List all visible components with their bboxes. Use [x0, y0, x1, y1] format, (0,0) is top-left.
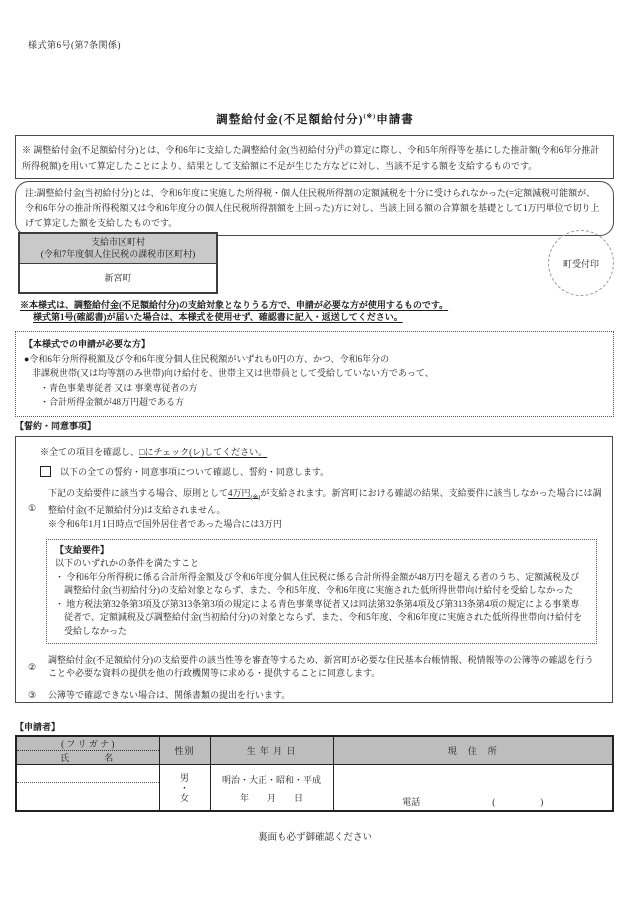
birthdate-header: 生 年 月 日: [210, 736, 333, 765]
requirements-bullet-1: ・ 令和6年分所得税に係る合計所得金額及び令和6年度分個人住民税に係る合計所得金額が48万円を超える者のうち、定額減税及び調整給付金(当初給付分)の支給対象とならず、また、令和5年度、令和6年度に実施された低所得世帯向け給付を受給しなかった: [55, 571, 580, 596]
municipality-header-line1: 支給市区町村: [90, 237, 145, 247]
applicant-section-label: 【申請者】: [15, 722, 61, 732]
page-title: [0, 111, 630, 127]
pledge-item-1-body: [48, 487, 602, 531]
gender-option-male[interactable]: 男: [179, 773, 189, 784]
pledge-item-2: [26, 654, 602, 680]
town-reception-stamp-circle: [548, 230, 614, 296]
stamp-label: 町受付印: [562, 258, 599, 269]
requirements-intro: 以下のいずれかの条件を満たすこと: [55, 558, 200, 569]
usage-note: [20, 300, 448, 323]
pledge-item-3: [26, 689, 602, 702]
pledge-item-2-number: ②: [28, 661, 37, 672]
name-header: 氏 名: [60, 753, 116, 763]
usage-note-line1: ※本様式は、調整給付金(不足額給付分)の支給対象となりうる方で、申請が必要な方が使用するものです。: [20, 300, 449, 310]
agreement-checkbox[interactable]: [40, 466, 51, 477]
pledge-box: [15, 436, 613, 703]
eligibility-line1: ●令和6年分所得税額及び令和6年度分個人住民税額がいずれも0円の方、かつ、令和6年分の: [24, 353, 390, 364]
pledge-instruction: [40, 446, 602, 459]
footer-note: 裏面も必ず御確認ください: [257, 833, 372, 843]
phone-input-row[interactable]: 電話 ( ): [402, 796, 544, 807]
birthdate-input-cell[interactable]: [210, 765, 333, 811]
pledge-item-1-number: ①: [28, 503, 37, 514]
gender-select-cell[interactable]: [159, 765, 210, 811]
pledge-item-1-amount: [228, 488, 261, 501]
pledge-item-1-text-b: が支給されます。新宮町における確認の結果、支給要件に該当しなかった場合には調整給付金(不足額給付分)は支給されません。: [48, 488, 602, 515]
pledge-instruction-underlined: □にチェック(レ)してください。: [139, 447, 268, 457]
definition-note-box: 注:調整給付金(当初給付分)とは、令和6年度に実施した所得税・個人住民税所得割の定額減税を十分に受けられなかった(=定額減税可能額が、令和6年分の推計所得税額又は令和6年度分の個人住民税所得割額を上回った)方に対し、当該上回る額の合算額を基礎として1万円単位で切り上げて算定した額を支給したものです。: [15, 181, 614, 236]
year-month-day-fields[interactable]: 年 月 日: [239, 793, 303, 803]
page-title-superscript: (※): [363, 113, 377, 121]
usage-note-line2: 様式第1号(確認書)が届いた場合は、本様式を使用せず、確認書に記入・返送してください。: [33, 312, 403, 322]
form-number: 様式第6号(第7条関係): [28, 40, 121, 50]
municipality-box-header: [20, 234, 216, 264]
eligibility-bullet2: ・合計所得金額が48万円超である方: [40, 397, 185, 407]
payment-requirements-box: [46, 539, 597, 645]
eligibility-box: [15, 331, 614, 417]
agreement-checkbox-label: 以下の全ての誓約・同意事項について確認し、誓約・同意します。: [60, 467, 330, 477]
pledge-item-1: [26, 487, 602, 531]
intro-note-part1: ※ 調整給付金(不足額給付分)とは、令和6年に支給した調整給付金(当初給付分): [22, 145, 338, 155]
gender-option-female[interactable]: 女: [179, 793, 189, 804]
pledge-agreement-row: [40, 466, 602, 479]
municipality-box: [18, 232, 218, 294]
pledge-item-1-text-a: 下記の支給要件に該当する場合、原則として: [48, 488, 229, 498]
name-input-cell[interactable]: [16, 765, 159, 811]
intro-note-part2: の算定に際し、令和5年所得等を基にした推計額(令和6年分推計所得税額)を用いて算定したことにより、結果として支給額に不足が生じた方などに対し、当該不足する額を支給するものです。: [22, 145, 600, 171]
amount-text: 4万円: [228, 488, 251, 498]
name-header-cell: [16, 736, 159, 765]
address-input-cell[interactable]: [333, 765, 613, 811]
page-title-main: 調整給付金(不足額給付分): [216, 114, 364, 126]
address-header: 現 住 所: [333, 736, 613, 765]
pledge-instruction-prefix: ※全ての項目を確認し、: [40, 447, 140, 457]
eligibility-heading: 【本様式での申請が必要な方】: [24, 339, 151, 349]
pledge-section-label: 【誓約・同意事項】: [15, 421, 97, 431]
requirements-bullet-2: ・ 地方税法第32条第3項及び第313条第3項の規定による青色事業専従者又は同法第32条第4項及び第313条第4項の規定による事業専従者で、定額減税及び調整給付金(当初給付分)の対象とならず、また、令和5年度、令和6年度に実施された低所得世帯向け給付を受給しなかった: [55, 598, 583, 636]
gender-separator: ・: [179, 783, 189, 794]
eligibility-bullet1: ・青色事業専従者 又は 事業専従者の方: [40, 382, 198, 393]
applicant-table-header-row: [16, 736, 613, 765]
page-title-tail: 申請書: [376, 114, 414, 126]
intro-note-superscript: 注: [337, 144, 345, 151]
applicant-table: [15, 735, 614, 812]
amount-subscript: (※): [250, 493, 261, 501]
pledge-item-3-body: 公簿等で確認できない場合は、関係書類の提出を行います。: [48, 690, 291, 701]
municipality-name: 新宮町: [104, 273, 132, 283]
pledge-item-2-body: 調整給付金(不足額給付分)の支給要件の該当性等を審査等するため、新宮町が必要な住民基本台帳情報、税情報等の公簿等の確認を行うことや必要な資料の提供を他の行政機関等に求める・提供することに同意します。: [48, 655, 594, 679]
requirements-heading: 【支給要件】: [55, 544, 110, 555]
pledge-item-1-note: ※令和6年1月1日時点で国外居住者であった場合には3万円: [48, 518, 282, 529]
gender-header: 性別: [159, 736, 210, 765]
municipality-header-line2: (令和7年度個人住民税の課税市区町村): [40, 249, 196, 259]
furigana-input-area[interactable]: [17, 765, 159, 783]
furigana-header: ( フ リ ガ ナ ): [17, 737, 159, 751]
spacer: [26, 680, 602, 689]
eligibility-line2: 非課税世帯(又は均等割のみ世帯)向け給付を、世帯主又は世帯員として受給していない方であって、: [32, 368, 434, 378]
applicant-table-body-row: [16, 765, 613, 811]
pledge-item-3-number: ③: [28, 690, 37, 701]
intro-note-box: [15, 135, 614, 179]
era-options[interactable]: 明治・大正・昭和・平成: [221, 775, 321, 785]
